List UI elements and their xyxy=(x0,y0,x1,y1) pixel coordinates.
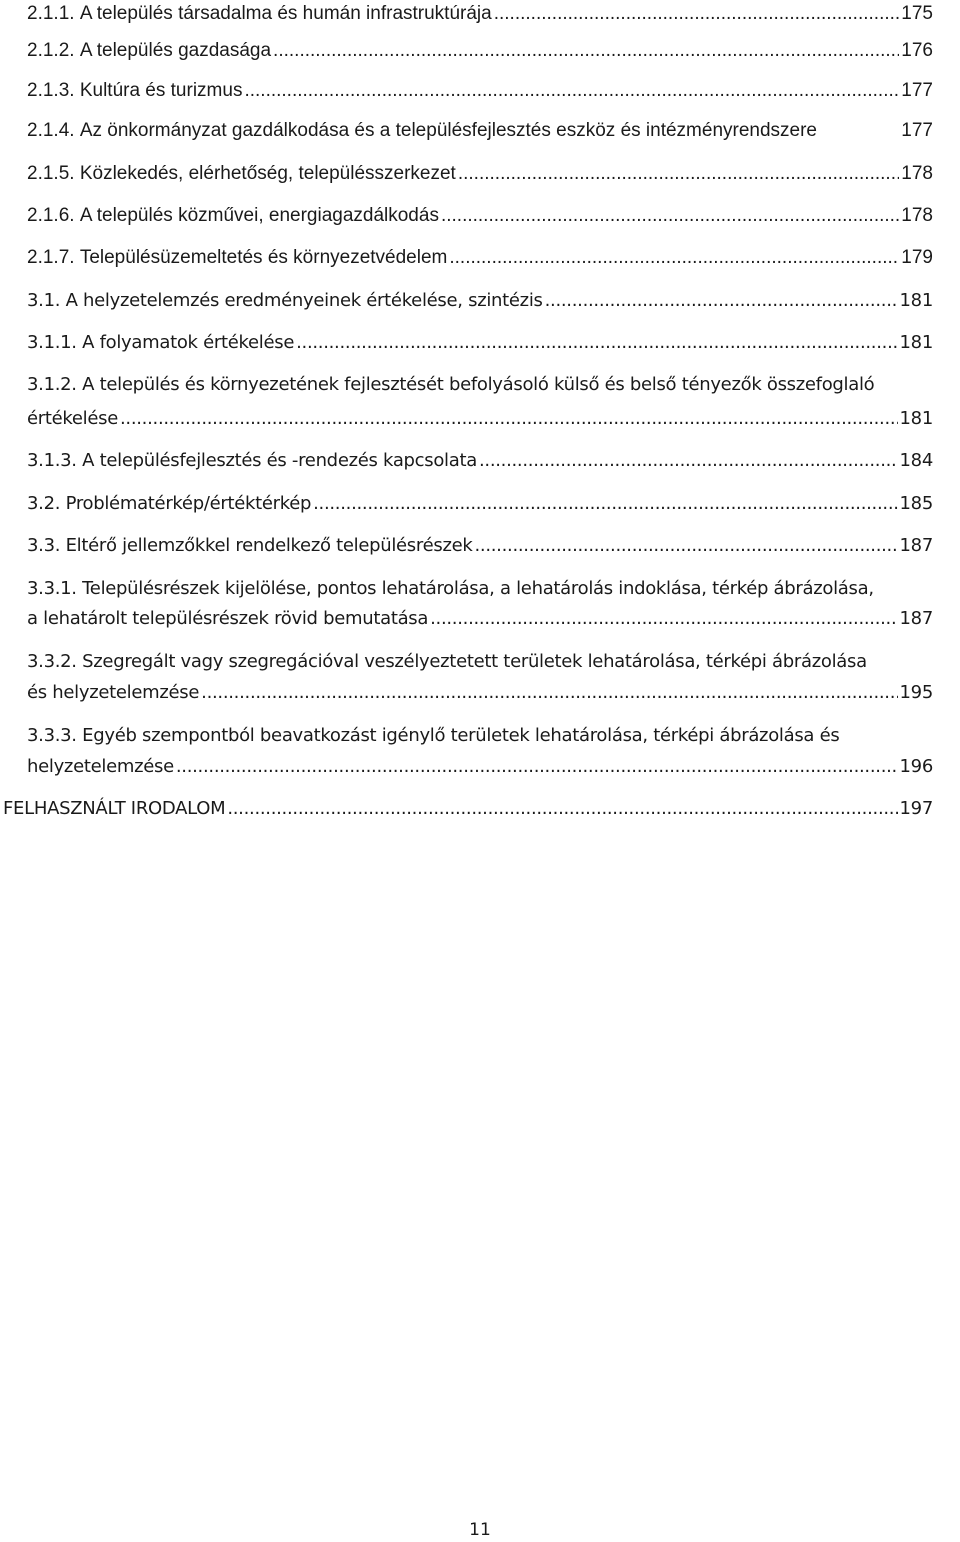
toc-entry-title-continued: és helyzetelemzése xyxy=(27,682,200,703)
toc-entry-number: 3.2. xyxy=(27,493,61,514)
dot-leader xyxy=(273,40,899,62)
toc-entry-line2[interactable] xyxy=(27,682,933,703)
toc-entry-page: 185 xyxy=(899,493,933,514)
toc-entry-title: A település társadalma és humán infrastruktúrája xyxy=(79,3,492,24)
toc-entry[interactable] xyxy=(27,332,933,353)
toc-entry-page: 177 xyxy=(901,120,933,141)
toc-entry-number: 2.1.6. xyxy=(27,205,75,226)
toc-entry-line1[interactable] xyxy=(27,374,933,395)
toc-entry-page: 178 xyxy=(901,163,933,184)
toc-entry-title: Az önkormányzat gazdálkodása és a településfejlesztés eszköz és intézményrendszere xyxy=(79,120,817,141)
dot-leader xyxy=(458,163,899,185)
toc-entry-number: 2.1.3. xyxy=(27,80,75,101)
toc-entry-number: 2.1.7. xyxy=(27,247,75,268)
toc-entry-number: 2.1.5. xyxy=(27,163,75,184)
toc-entry-page: 181 xyxy=(899,408,933,429)
toc-entry-number: 3.3. xyxy=(27,535,61,556)
dot-leader xyxy=(296,332,897,353)
dot-leader xyxy=(244,80,899,102)
toc-entry-page: 175 xyxy=(901,3,933,24)
toc-entry-page: 176 xyxy=(901,40,933,61)
toc-entry-title: Szegregált vagy szegregációval veszélyeztetett területek lehatárolása, térképi ábrázolása xyxy=(82,651,867,672)
toc-entry-title: Közlekedés, elérhetőség, településszerkezet xyxy=(79,163,456,184)
toc-entry-page: 187 xyxy=(899,608,933,629)
toc-entry-page: 181 xyxy=(899,332,933,353)
dot-leader xyxy=(430,608,897,629)
toc-entry-title-continued: értékelése xyxy=(27,408,118,429)
toc-entry-page: 179 xyxy=(901,247,933,268)
toc-entry-title: A település és környezetének fejlesztését befolyásoló külső és belső tényezők összefoglaló xyxy=(82,374,875,395)
toc-entry-title: Eltérő jellemzőkkel rendelkező településrészek xyxy=(65,535,473,556)
toc-entry-title: Egyéb szempontból beavatkozást igénylő területek lehatárolása, térképi ábrázolása és xyxy=(82,725,840,746)
toc-entry-bibliography[interactable] xyxy=(3,798,933,819)
toc-entry-title: Kultúra és turizmus xyxy=(79,80,243,101)
toc-entry[interactable] xyxy=(27,450,933,471)
toc-entry-number: 2.1.4. xyxy=(27,120,75,141)
toc-entry-number: 3.3.3. xyxy=(27,725,77,746)
dot-leader xyxy=(475,535,898,556)
toc-entry-page: 187 xyxy=(899,535,933,556)
toc-entry-title: Településrészek kijelölése, pontos lehatárolása, a lehatárolás indoklása, térkép ábrázolása, xyxy=(82,578,874,599)
toc-entry-title-continued: helyzetelemzése xyxy=(27,756,174,777)
toc-entry[interactable] xyxy=(27,3,933,25)
toc-entry-line1[interactable] xyxy=(27,651,933,672)
toc-entry-title: FELHASZNÁLT IRODALOM xyxy=(3,798,226,819)
toc-entry-title-continued: a lehatárolt településrészek rövid bemutatása xyxy=(27,608,429,629)
toc-entry-line1[interactable] xyxy=(27,578,933,599)
dot-leader xyxy=(176,756,898,777)
toc-entry-title: Problématérkép/értéktérkép xyxy=(65,493,312,514)
toc-entry[interactable] xyxy=(27,290,933,311)
toc-entry-number: 3.1.2. xyxy=(27,374,77,395)
toc-entry-page: 184 xyxy=(899,450,933,471)
toc-entry-number: 3.3.1. xyxy=(27,578,77,599)
dot-leader xyxy=(227,798,897,819)
toc-entry-line1[interactable] xyxy=(27,725,933,746)
toc-entry-title: Településüzemeltetés és környezetvédelem xyxy=(79,247,448,268)
toc-entry-number: 2.1.2. xyxy=(27,40,75,61)
toc-entry-title: A helyzetelemzés eredményeinek értékelése, szintézis xyxy=(65,290,543,311)
toc-entry-number: 3.1.3. xyxy=(27,450,77,471)
toc-entry-page: 178 xyxy=(901,205,933,226)
toc-entry[interactable] xyxy=(27,247,933,269)
toc-entry[interactable] xyxy=(27,493,933,514)
dot-leader xyxy=(201,682,897,703)
toc-entry-number: 3.1.1. xyxy=(27,332,77,353)
toc-entry-title: A településfejlesztés és -rendezés kapcsolata xyxy=(82,450,477,471)
toc-entry-page: 197 xyxy=(899,798,933,819)
toc-entry-page: 181 xyxy=(899,290,933,311)
toc-entry[interactable] xyxy=(27,80,933,102)
toc-entry-title: A település közművei, energiagazdálkodás xyxy=(79,205,439,226)
toc-entry-page: 195 xyxy=(899,682,933,703)
toc-entry[interactable] xyxy=(27,535,933,556)
toc-entry[interactable] xyxy=(27,163,933,185)
dot-leader xyxy=(494,3,900,25)
toc-entry-title: A település gazdasága xyxy=(79,40,272,61)
toc-entry[interactable] xyxy=(27,205,933,227)
dot-leader xyxy=(313,493,897,514)
dot-leader xyxy=(441,205,899,227)
dot-leader xyxy=(545,290,898,311)
toc-entry[interactable] xyxy=(27,120,933,142)
toc-entry[interactable] xyxy=(27,40,933,62)
toc-entry-page: 196 xyxy=(899,756,933,777)
toc-entry-page: 177 xyxy=(901,80,933,101)
toc-entry-line2[interactable] xyxy=(27,756,933,777)
dot-leader xyxy=(449,247,899,269)
toc-entry-line2[interactable] xyxy=(27,408,933,429)
toc-entry-line2[interactable] xyxy=(27,608,933,629)
dot-leader xyxy=(120,408,898,429)
toc-entry-number: 2.1.1. xyxy=(27,3,75,24)
toc-entry-title: A folyamatok értékelése xyxy=(82,332,295,353)
toc-entry-number: 3.1. xyxy=(27,290,61,311)
dot-leader xyxy=(479,450,898,471)
toc-entry-number: 3.3.2. xyxy=(27,651,77,672)
page-number: 11 xyxy=(469,1520,491,1540)
